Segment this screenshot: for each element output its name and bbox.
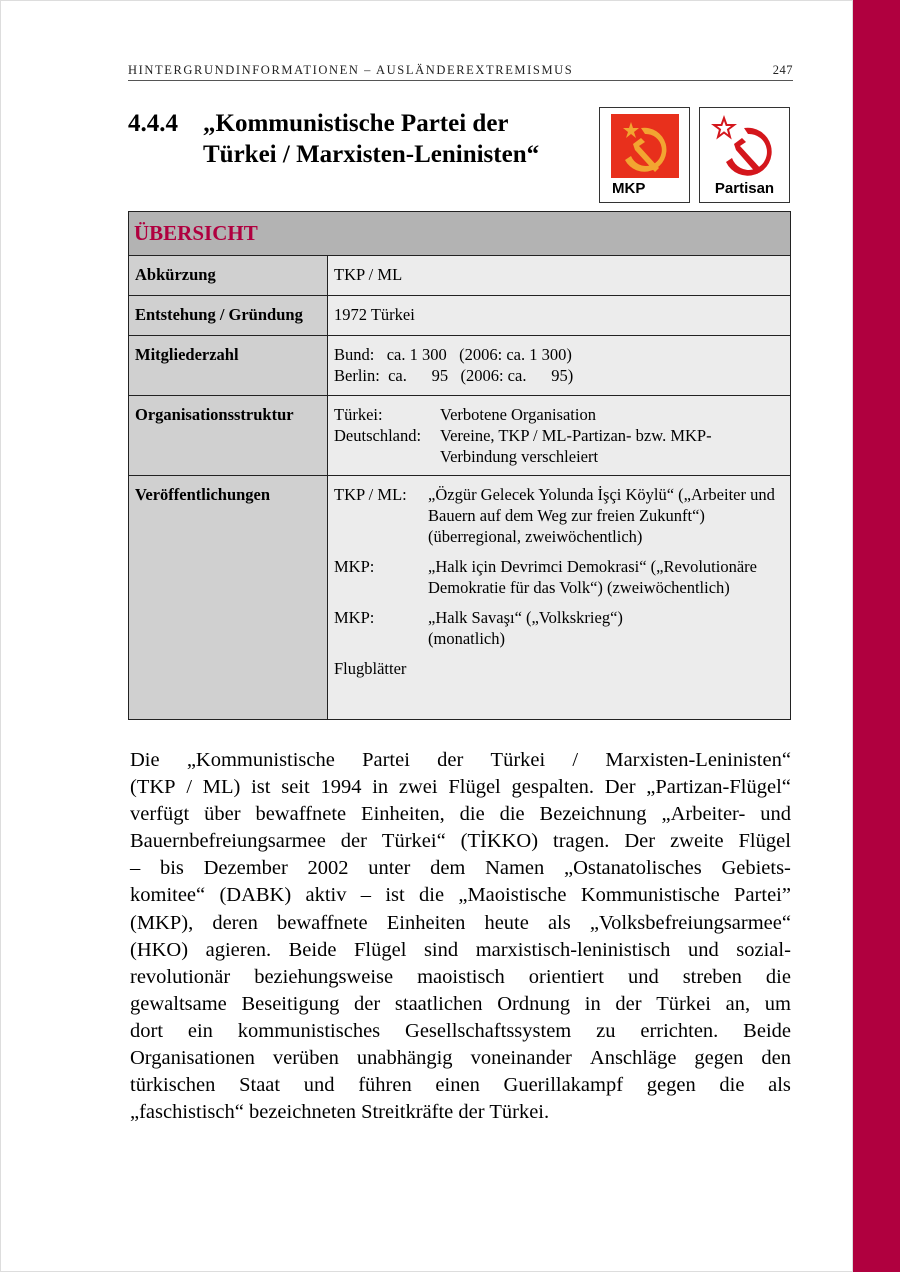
word: sozial- xyxy=(736,938,791,961)
running-header xyxy=(128,63,793,81)
hammer-sickle-icon xyxy=(611,114,679,178)
word: an, xyxy=(725,992,751,1015)
word: dort xyxy=(130,1019,164,1042)
body-line xyxy=(130,774,791,801)
word: heute xyxy=(484,911,529,934)
body-line xyxy=(130,828,791,855)
body-line xyxy=(130,747,791,774)
word: und xyxy=(760,803,791,826)
word: Gesellschaftssystem xyxy=(405,1019,572,1042)
word: / xyxy=(186,776,193,799)
word: den xyxy=(761,1047,791,1070)
body-line xyxy=(130,882,791,909)
chapter-sidebar-bar xyxy=(853,0,900,1272)
word: die xyxy=(459,803,485,826)
word: Staat xyxy=(239,1074,281,1097)
word: und xyxy=(627,965,659,988)
body-line: „faschistisch“ bezeichneten Streitkräfte der Türkei. xyxy=(130,1101,550,1124)
word: Organisationen xyxy=(130,1047,255,1070)
word: führen xyxy=(358,1074,412,1097)
row-label: Organisationsstruktur xyxy=(129,396,328,476)
word: staatlichen xyxy=(394,992,483,1015)
word: türkischen xyxy=(130,1074,216,1097)
word: einen xyxy=(435,1074,480,1097)
word: ML) xyxy=(202,776,241,799)
word: komitee“ xyxy=(130,884,206,907)
word: 1994 xyxy=(320,776,362,799)
body-paragraph xyxy=(130,747,791,1126)
word: „Ostanatolisches xyxy=(563,857,702,880)
word: Türkei“ xyxy=(381,830,446,853)
word: Anschläge xyxy=(589,1047,677,1070)
word: Die xyxy=(130,749,160,771)
word: / xyxy=(572,749,579,771)
title-line: Türkei / Marxisten-Leninisten“ xyxy=(203,141,540,168)
running-title: HINTERGRUNDINFORMATIONEN – AUSLÄNDEREXTREMISMUS xyxy=(128,63,574,77)
body-line xyxy=(130,910,791,937)
sub-label: TKP / ML: xyxy=(334,485,407,504)
word: Bauernbefreiungsarmee xyxy=(130,830,326,853)
word: Partei” xyxy=(734,884,791,907)
publication: „Halk için Devrimci Demokrasi“ („Revolutionäre Demokratie für das Volk“) (zweiwöchentlich) xyxy=(428,557,757,597)
word: maoistisch xyxy=(417,965,505,988)
member-count-federal: Bund: ca. 1 300 (2006: ca. 1 300) xyxy=(334,345,572,364)
word: Flügel xyxy=(738,830,791,853)
word: Beseitigung xyxy=(241,992,340,1015)
word: als xyxy=(547,911,571,934)
table-row xyxy=(129,336,791,396)
word: gegen xyxy=(694,1047,744,1070)
word: deren xyxy=(212,911,258,934)
word: der xyxy=(340,830,367,853)
section-title xyxy=(128,108,539,170)
word: dem xyxy=(430,857,466,880)
word: „Kommunistische xyxy=(186,749,335,771)
body-line xyxy=(130,937,791,964)
word: und xyxy=(687,938,719,961)
hammer-sickle-icon xyxy=(710,114,780,178)
word: bewaffnete xyxy=(276,911,368,934)
word: Gebiets- xyxy=(721,857,791,880)
sub-label: Türkei: xyxy=(334,405,383,424)
row-value xyxy=(328,336,791,396)
word: gespalten. xyxy=(511,776,595,799)
body-line xyxy=(130,1045,791,1072)
word: ein xyxy=(187,1019,213,1042)
word: über xyxy=(204,803,241,826)
word: zu xyxy=(596,1019,616,1042)
word: Einheiten, xyxy=(361,803,445,826)
row-value xyxy=(328,476,791,720)
word: die xyxy=(719,1074,745,1097)
body-line xyxy=(130,855,791,882)
word: Beide xyxy=(743,1019,791,1042)
word: Ordnung xyxy=(497,992,571,1015)
word: 2002 xyxy=(307,857,349,880)
word: (DABK) xyxy=(219,884,292,907)
row-label: Abkürzung xyxy=(129,256,328,296)
table-row xyxy=(129,396,791,476)
word: „Volksbefreiungsarmee“ xyxy=(589,911,791,934)
row-value: TKP / ML xyxy=(328,256,791,296)
word: Kommunistische xyxy=(580,884,720,907)
word: – xyxy=(360,884,372,907)
word: Guerillakampf xyxy=(503,1074,624,1097)
word: gewaltsame xyxy=(130,992,227,1015)
body-line xyxy=(130,801,791,828)
word: bis xyxy=(159,857,184,880)
row-label: Entstehung / Gründung xyxy=(129,296,328,336)
overview-heading: ÜBERSICHT xyxy=(129,212,791,256)
word: Türkei xyxy=(490,749,546,771)
logo-caption: Partisan xyxy=(714,180,775,197)
word: – xyxy=(130,857,141,880)
table-row xyxy=(129,476,791,720)
word: unter xyxy=(368,857,411,880)
word: und xyxy=(303,1074,335,1097)
word: aktiv xyxy=(305,884,347,907)
logo-mkp xyxy=(599,107,690,203)
word: beziehungsweise xyxy=(254,965,394,988)
word: revolutionär xyxy=(130,965,231,988)
word: in xyxy=(372,776,389,799)
word: Flügel xyxy=(354,938,407,961)
overview-table xyxy=(128,211,791,720)
word: voneinander xyxy=(470,1047,572,1070)
title-line: „Kommunistische Partei der xyxy=(203,110,509,137)
word: tragen. xyxy=(553,830,610,853)
word: orientiert xyxy=(528,965,604,988)
sub-label: MKP: xyxy=(334,608,375,627)
logo-partisan xyxy=(699,107,790,203)
member-count-berlin: Berlin: ca. 95 (2006: ca. 95) xyxy=(334,366,574,385)
row-label: Mitgliederzahl xyxy=(129,336,328,396)
word: agieren. xyxy=(205,938,272,961)
word: „Partizan-Flügel“ xyxy=(646,776,791,799)
body-line xyxy=(130,991,791,1018)
word: Bezeichnung xyxy=(539,803,647,826)
word: (TİKKO) xyxy=(460,830,539,853)
word: die xyxy=(499,803,525,826)
word: Marxisten-Leninisten“ xyxy=(605,749,791,771)
word: (TKP xyxy=(130,776,176,799)
word: (HKO) xyxy=(130,938,189,961)
word: „Maoistische xyxy=(458,884,567,907)
word: als xyxy=(768,1074,791,1097)
word: Flügel xyxy=(448,776,501,799)
publication: „Özgür Gelecek Yolunda İşçi Köylü“ („Arbeiter und Bauern auf dem Weg zur freien Zukunft“) (überregional, zweiwöchentlich) xyxy=(428,485,775,546)
row-value xyxy=(328,396,791,476)
table-row xyxy=(129,256,791,296)
sub-label: Flugblätter xyxy=(334,659,407,678)
page-number: 247 xyxy=(772,63,793,77)
word: die xyxy=(765,965,791,988)
word: um xyxy=(764,992,791,1015)
word: der xyxy=(437,749,464,771)
word: sind xyxy=(423,938,459,961)
word: kommunistisches xyxy=(237,1019,381,1042)
word: Der xyxy=(604,776,636,799)
sub-value: Vereine, TKP / ML-Partizan- bzw. MKP-Verbindung verschleiert xyxy=(440,426,712,466)
word: gegen xyxy=(646,1074,696,1097)
sub-value: Verbotene Organisation xyxy=(440,405,596,424)
word: Der xyxy=(624,830,656,853)
word: „Arbeiter- xyxy=(661,803,746,826)
word: ist xyxy=(251,776,271,799)
word: der xyxy=(615,992,642,1015)
row-label: Veröffentlichungen xyxy=(129,476,328,720)
word: zweite xyxy=(670,830,724,853)
word: marxistisch-leninistisch xyxy=(475,938,671,961)
word: ist xyxy=(385,884,405,907)
table-row xyxy=(129,296,791,336)
body-line xyxy=(130,1072,791,1099)
content-flow xyxy=(128,211,792,1126)
publication: „Halk Savaşı“ („Volkskrieg“) (monatlich) xyxy=(428,608,623,648)
word: Dezember xyxy=(203,857,288,880)
word: Namen xyxy=(485,857,545,880)
word: zwei xyxy=(398,776,438,799)
body-line xyxy=(130,1018,791,1045)
word: (MKP), xyxy=(130,911,194,934)
sub-label: MKP: xyxy=(334,557,375,576)
logo-caption: MKP xyxy=(612,180,646,197)
word: verfügt xyxy=(130,803,190,826)
body-line xyxy=(130,964,791,991)
word: streben xyxy=(682,965,742,988)
word: verüben xyxy=(272,1047,339,1070)
word: errichten. xyxy=(640,1019,719,1042)
word: die xyxy=(419,884,445,907)
word: der xyxy=(354,992,381,1015)
word: in xyxy=(584,992,601,1015)
row-value: 1972 Türkei xyxy=(328,296,791,336)
word: bewaffnete xyxy=(255,803,347,826)
word: Partei xyxy=(362,749,410,771)
word: seit xyxy=(281,776,310,799)
word: Türkei xyxy=(656,992,711,1015)
word: Beide xyxy=(288,938,337,961)
word: unabhängig xyxy=(356,1047,453,1070)
section-number: 4.4.4 xyxy=(128,110,178,137)
sub-label: Deutschland: xyxy=(334,426,422,445)
word: Einheiten xyxy=(386,911,466,934)
